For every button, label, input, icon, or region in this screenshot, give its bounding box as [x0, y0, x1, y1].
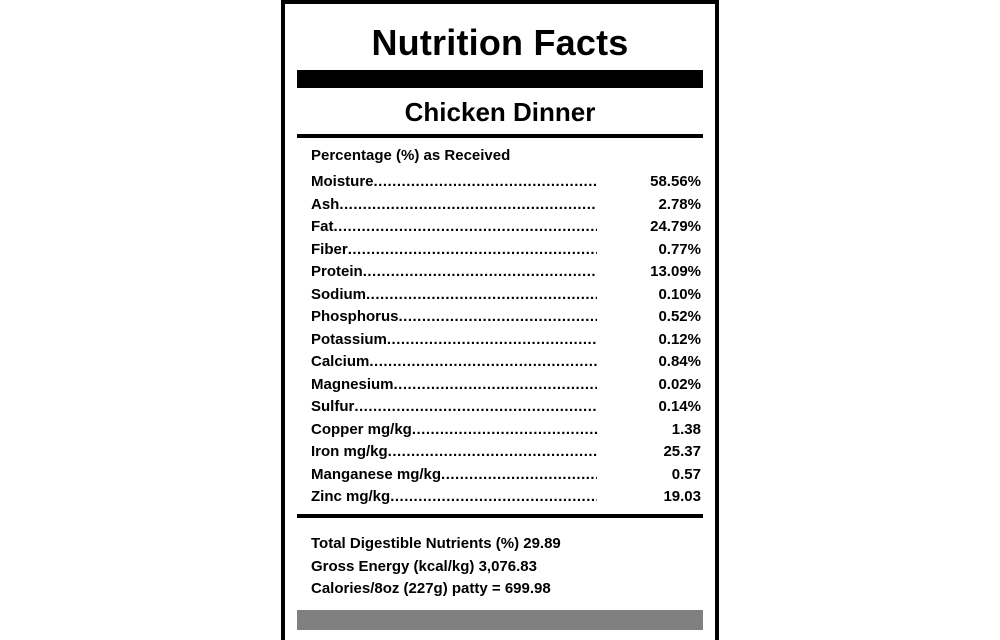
nutrient-row-fat [311, 218, 701, 241]
dot-leader [387, 331, 597, 348]
nutrient-name: Magnesium [311, 375, 394, 393]
nutrient-name: Zinc mg/kg [311, 488, 391, 505]
nutrient-value: 58.56% [650, 173, 701, 190]
dot-leader [412, 421, 597, 438]
nutrient-name: Potassium [311, 330, 387, 348]
nutrient-row-sulfur [311, 398, 701, 421]
dot-leader [354, 398, 597, 415]
section-divider-top [297, 134, 703, 138]
dot-leader [366, 286, 597, 303]
nutrient-value: 0.14% [658, 398, 701, 415]
dot-leader [374, 173, 597, 190]
nutrient-name: Phosphorus [311, 308, 399, 325]
nutrient-value: 2.78% [658, 195, 701, 213]
nutrient-row-manganese [311, 466, 701, 489]
nutrient-row-sodium [311, 286, 701, 309]
nutrition-label [281, 0, 719, 640]
nutrient-list [311, 173, 701, 511]
nutrient-row-copper [311, 421, 701, 444]
dot-leader [348, 241, 597, 258]
summary-block [311, 535, 561, 603]
dot-leader [363, 263, 597, 280]
nutrient-row-protein [311, 263, 701, 286]
label-title: Nutrition Facts [371, 22, 629, 63]
nutrient-row-zinc [311, 488, 701, 511]
nutrient-value: 0.77% [658, 240, 701, 258]
nutrient-name: Calcium [311, 353, 370, 370]
nutrient-row-fiber [311, 241, 701, 264]
nutrient-value: 0.52% [658, 308, 701, 325]
nutrient-name: Fat [311, 218, 334, 235]
dot-leader [390, 488, 597, 505]
nutrient-value: 24.79% [650, 218, 701, 235]
gross-energy: Gross Energy (kcal/kg) 3,076.83 [311, 557, 537, 575]
nutrient-value: 1.38 [671, 420, 701, 438]
nutrient-row-magnesium [311, 376, 701, 399]
nutrient-name: Sulfur [311, 398, 355, 415]
total-digestible-nutrients: Total Digestible Nutrients (%) 29.89 [311, 535, 561, 552]
nutrient-value: 0.02% [658, 375, 701, 393]
section-divider-bottom [297, 514, 703, 518]
product-name: Chicken Dinner [404, 97, 596, 127]
nutrient-value: 0.12% [658, 330, 701, 348]
nutrient-value: 0.57 [671, 465, 701, 483]
nutrient-name: Copper mg/kg [311, 420, 412, 438]
section-heading: Percentage (%) as Received [311, 147, 511, 164]
nutrient-name: Fiber [311, 240, 348, 258]
dot-leader [399, 308, 597, 325]
dot-leader [394, 376, 597, 393]
nutrient-value: 13.09% [650, 263, 701, 280]
nutrient-name: Moisture [311, 173, 374, 190]
nutrient-row-moisture [311, 173, 701, 196]
nutrient-value: 25.37 [663, 443, 701, 460]
dot-leader [339, 196, 597, 213]
nutrient-name: Iron mg/kg [311, 443, 388, 460]
calories-per-patty: Calories/8oz (227g) patty = 699.98 [311, 580, 551, 597]
footer-bar [297, 610, 703, 630]
title-divider-bar [297, 70, 703, 88]
dot-leader [369, 353, 597, 370]
dot-leader [441, 466, 597, 483]
nutrient-row-iron [311, 443, 701, 466]
dot-leader [388, 443, 597, 460]
nutrient-value: 0.84% [658, 353, 701, 370]
nutrient-name: Manganese mg/kg [311, 465, 442, 483]
nutrient-name: Sodium [311, 285, 366, 303]
nutrient-name: Protein [311, 263, 363, 280]
nutrient-value: 0.10% [658, 285, 701, 303]
nutrient-row-calcium [311, 353, 701, 376]
nutrient-name: Ash [311, 195, 340, 213]
nutrient-value: 19.03 [663, 488, 701, 505]
nutrient-row-phosphorus [311, 308, 701, 331]
dot-leader [334, 218, 598, 235]
nutrient-row-potassium [311, 331, 701, 354]
nutrient-row-ash [311, 196, 701, 219]
